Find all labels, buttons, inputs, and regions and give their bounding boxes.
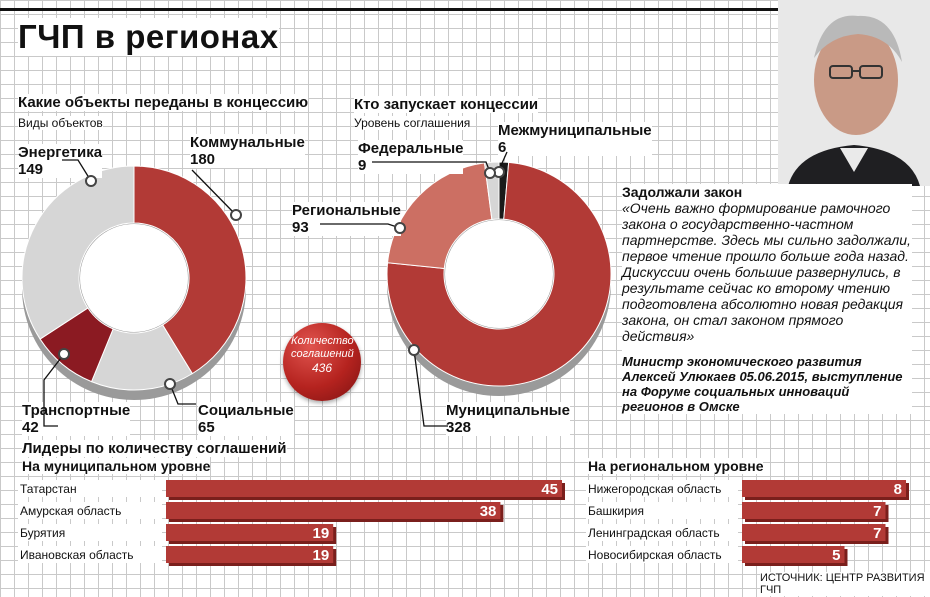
donut-marker-6 xyxy=(395,223,405,233)
donut-marker-2 xyxy=(59,349,69,359)
donut-marker-3 xyxy=(165,379,175,389)
quote-heading: Задолжали закон xyxy=(622,184,743,200)
donut2-label-regional-name: Региональные xyxy=(292,202,401,219)
donut1-label-energy-value: 149 xyxy=(18,161,44,178)
municipal-level-title: На муниципальном уровне xyxy=(22,458,211,474)
page-title: ГЧП в регионах xyxy=(18,18,279,55)
donut1-label-social-name: Социальные xyxy=(198,402,294,419)
quote-block xyxy=(622,184,912,414)
donut2-label-federal-name: Федеральные xyxy=(358,140,464,157)
quote-source: Министр экономического развития Алексей Улюкаев 05.06.2015, выступление на Форуме социальных инноваций регионов в Омске xyxy=(622,354,903,414)
leader-transport xyxy=(44,354,64,426)
regional-value-2: 7 xyxy=(873,525,882,542)
municipal-bar-0 xyxy=(166,480,562,497)
left-section-subtitle: Виды объектов xyxy=(18,116,103,130)
leader-regional xyxy=(320,224,400,228)
regional-value-3: 5 xyxy=(832,547,841,564)
regional-label-1: Башкирия xyxy=(588,504,645,518)
leader-municipal xyxy=(414,350,448,426)
regional-value-1: 7 xyxy=(873,503,882,520)
donut1-label-transport-value: 42 xyxy=(22,419,39,436)
donut-marker-0 xyxy=(86,176,96,186)
regional-level-title: На региональном уровне xyxy=(588,458,764,474)
municipal-label-3: Ивановская область xyxy=(20,548,134,562)
leader-communal xyxy=(192,170,236,215)
source-note: ИСТОЧНИК: ЦЕНТР РАЗВИТИЯ ГЧП xyxy=(760,572,930,596)
regional-label-3: Новосибирская область xyxy=(588,548,722,562)
regional-label-2: Ленинградская область xyxy=(588,526,720,540)
donut1-label-communal-value: 180 xyxy=(190,151,216,168)
municipal-bar-3 xyxy=(166,546,333,563)
municipal-bar-2 xyxy=(166,524,333,541)
donut1-label-energy-name: Энергетика xyxy=(18,144,103,161)
donut-marker-5 xyxy=(485,168,495,178)
municipal-label-2: Бурятия xyxy=(20,526,66,540)
left-section-title: Какие объекты переданы в концессию xyxy=(18,94,309,111)
donut2-label-municipal-value: 328 xyxy=(446,419,472,436)
municipal-value-3: 19 xyxy=(312,547,330,564)
regional-bar-1 xyxy=(742,502,886,519)
municipal-value-2: 19 xyxy=(312,525,330,542)
donut1-label-communal-name: Коммунальные xyxy=(190,134,305,151)
regional-bar-2 xyxy=(742,524,886,541)
donut2-label-regional-value: 93 xyxy=(292,219,309,236)
regional-bar-0 xyxy=(742,480,906,497)
regional-value-0: 8 xyxy=(893,481,902,498)
donut1-label-transport-name: Транспортные xyxy=(22,402,131,419)
quote-text: «Очень важно формирование рамочного закона о государственно-частном партнерстве. Здесь мы сильно задолжали, первое чтение прошло больше года назад. Дискуссии очень большие развернулись, в результате сейчас ко второму чтению подготовлена абсолютно новая редакция закона, он стал законом прямого действия» xyxy=(622,200,911,344)
right-section-title: Кто запускает концессии xyxy=(354,96,539,113)
donut-marker-7 xyxy=(409,345,419,355)
municipal-label-0: Татарстан xyxy=(20,482,77,496)
leaders-title: Лидеры по количеству соглашений xyxy=(22,440,287,457)
agreements-count-badge xyxy=(283,323,361,401)
regional-bar-chart xyxy=(584,472,914,572)
leader-federal xyxy=(372,162,490,172)
municipal-value-1: 38 xyxy=(479,503,497,520)
donut2-label-federal-value: 9 xyxy=(358,157,367,174)
right-section-subtitle: Уровень соглашения xyxy=(354,116,471,130)
municipal-label-1: Амурская область xyxy=(20,504,122,518)
municipal-bar-chart xyxy=(0,472,580,572)
donut2-label-intermunicipal-name: Межмуниципальные xyxy=(498,122,652,139)
agreements-count-label: Количество соглашений xyxy=(291,335,354,360)
municipal-bar-1 xyxy=(166,502,500,519)
agreements-count-value: 436 xyxy=(311,361,333,375)
donut-marker-1 xyxy=(231,210,241,220)
regional-bar-3 xyxy=(742,546,845,563)
donut2-label-intermunicipal-value: 6 xyxy=(498,139,507,156)
donut1-label-social-value: 65 xyxy=(198,419,215,436)
donut2-label-municipal-name: Муниципальные xyxy=(446,402,570,419)
regional-label-0: Нижегородская область xyxy=(588,482,722,496)
municipal-value-0: 45 xyxy=(541,481,558,498)
